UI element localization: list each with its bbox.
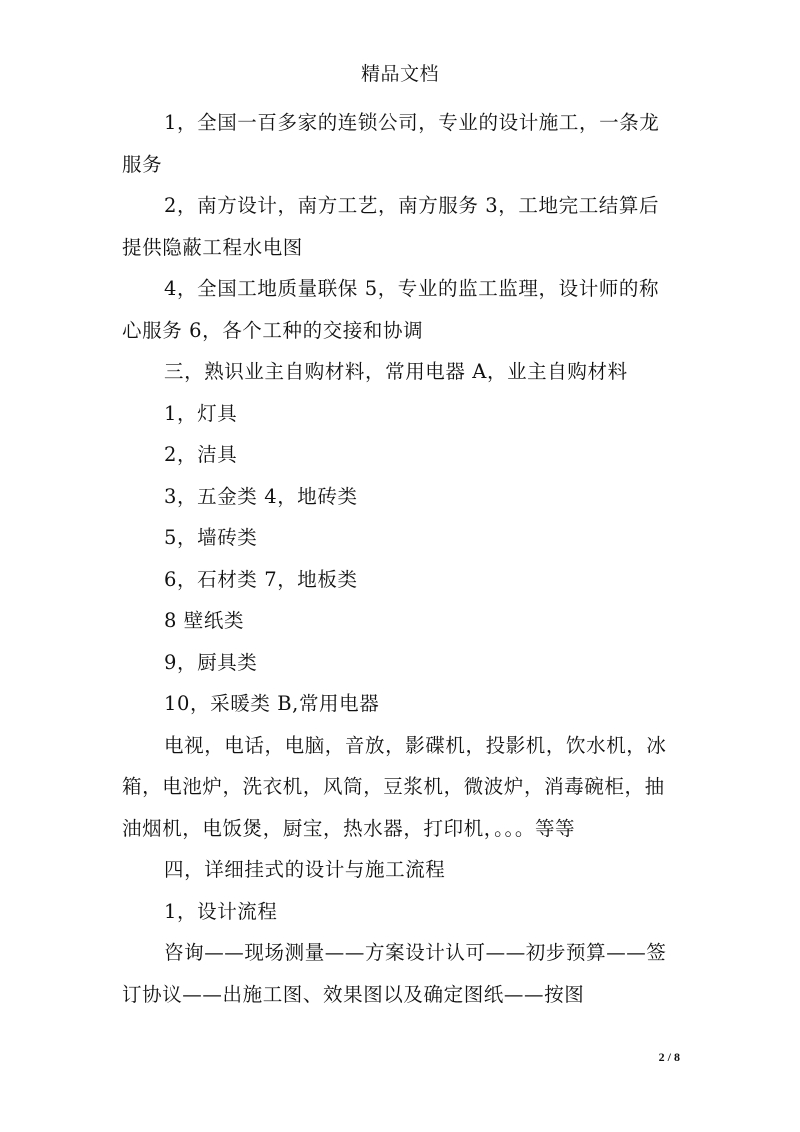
paragraph-12: 10，采暖类 B,常用电器	[164, 692, 380, 715]
document-body	[122, 102, 674, 1015]
page-header-title: 精品文档	[360, 63, 439, 85]
paragraph-15: 1，设计流程	[164, 899, 278, 923]
paragraph-8: 5，墙砖类	[164, 526, 258, 549]
paragraph-9: 6，石材类 7，地板类	[164, 567, 358, 591]
paragraph-2: 2，南方设计，南方工艺，南方服务 3，工地完工结算后提供隐蔽工程水电图	[122, 194, 660, 259]
paragraph-16: 咨询——现场测量——方案设计认可——初步预算——签订协议——出施工图、效果图以及确定图纸——按图	[122, 941, 667, 1006]
paragraph-11: 9，厨具类	[164, 650, 258, 674]
paragraph-14: 四，详细挂式的设计与施工流程	[164, 858, 446, 881]
paragraph-6: 2，洁具	[164, 443, 238, 466]
paragraph-10: 8 壁纸类	[164, 609, 245, 632]
paragraph-13: 电视，电话，电脑，音放，影碟机，投影机，饮水机，冰箱，电池炉，洗衣机，风筒，豆浆机，微波炉，消毒碗柜，抽油烟机，电饭煲，厨宝，热水器，打印机，。。。等等	[122, 733, 667, 840]
paragraph-5: 1，灯具	[164, 401, 238, 425]
page-number: 2 / 8	[658, 1050, 680, 1064]
paragraph-7: 3，五金类 4，地砖类	[164, 484, 358, 508]
paragraph-3: 4，全国工地质量联保 5，专业的监工监理，设计师的称心服务 6，各个工种的交接和协调	[122, 277, 660, 342]
paragraph-1: 1，全国一百多家的连锁公司，专业的设计施工，一条龙服务	[122, 111, 660, 176]
paragraph-4: 三，熟识业主自购材料，常用电器 A，业主自购材料	[164, 360, 628, 383]
